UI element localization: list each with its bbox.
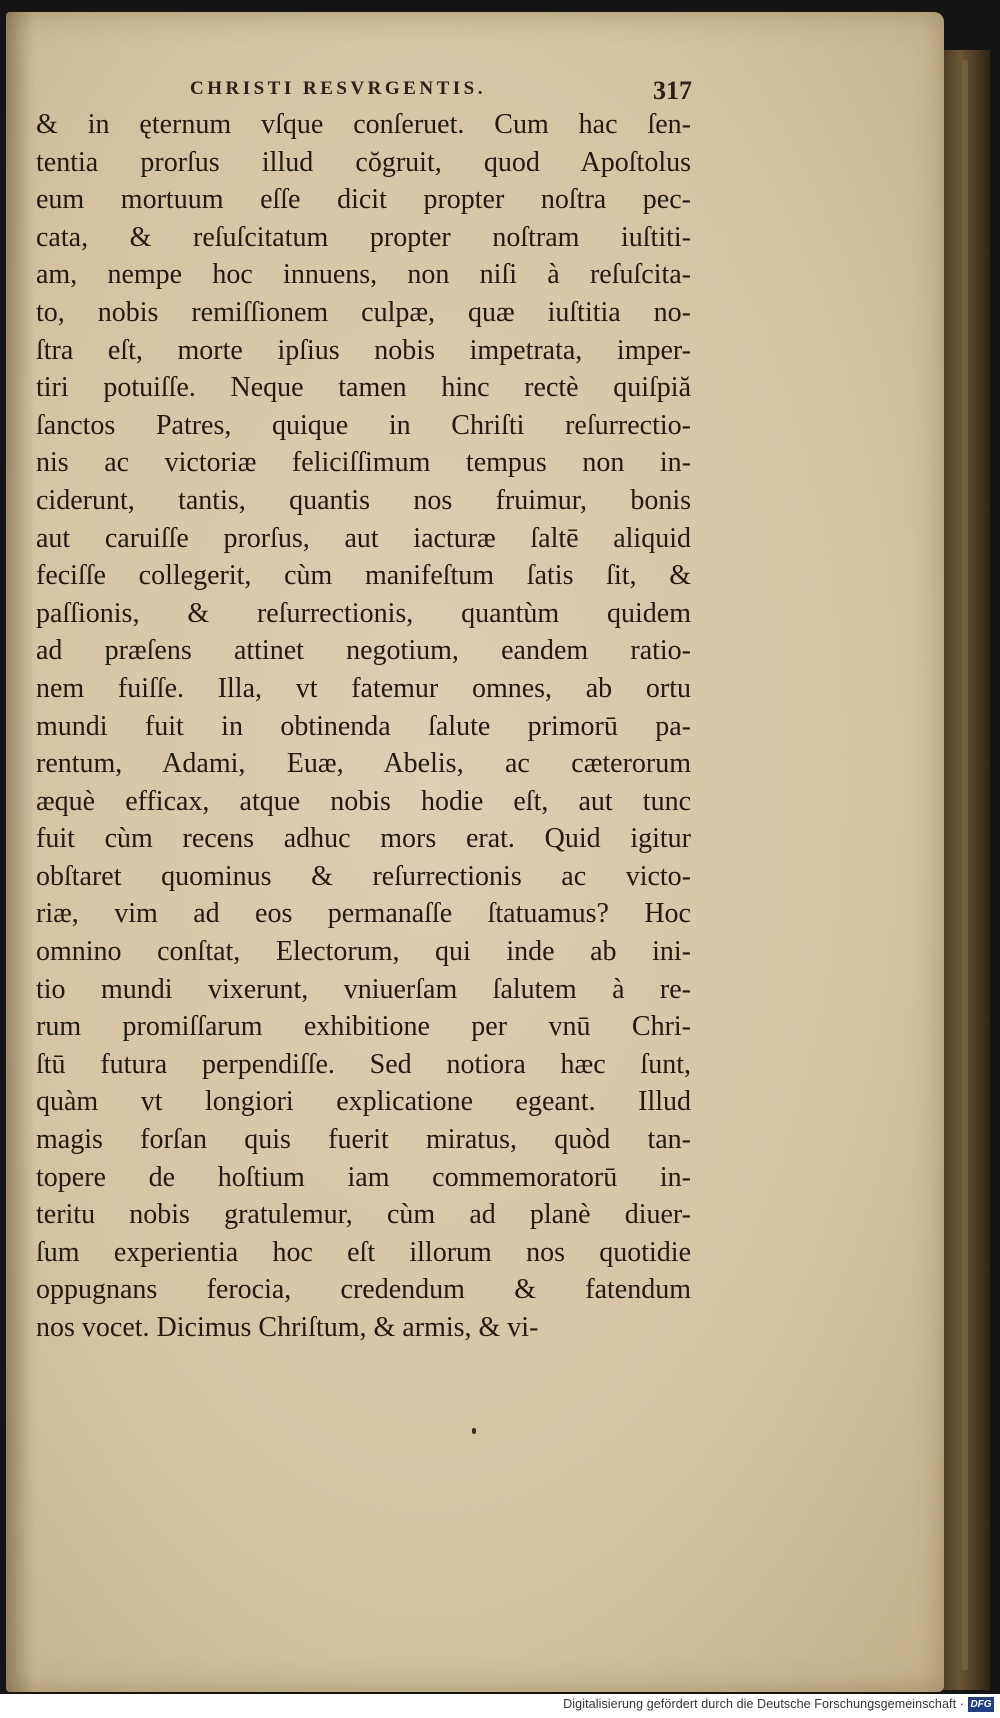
text-line: tiri potuiſſe. Neque tamen hinc rectè quiſpiă — [36, 372, 691, 404]
text-line: magis forſan quis fuerit miratus, quòd tan- — [36, 1124, 691, 1156]
text-line: ſanctos Patres, quique in Chriſti reſurrectio- — [36, 409, 691, 441]
text-line: fuit cùm recens adhuc mors erat. Quid igitur — [36, 823, 691, 855]
text-line: cata, & reſuſcitatum propter noſtram iuſtiti- — [36, 221, 691, 253]
text-line: nos vocet. Dicimus Chriſtum, & armis, & vi- — [36, 1312, 539, 1343]
ink-speck — [472, 1428, 476, 1434]
text-line: tio mundi vixerunt, vniuerſam ſalutem à re- — [36, 973, 691, 1005]
footer-bar — [0, 1694, 1000, 1718]
text-line: teritu nobis gratulemur, cùm ad planè diuer- — [36, 1199, 691, 1231]
text-line: nis ac victoriæ feliciſſimum tempus non in- — [36, 447, 691, 479]
text-line: ſtū futura perpendiſſe. Sed notiora hæc ſunt, — [36, 1048, 691, 1080]
page-number: 317 — [653, 76, 692, 105]
text-line: tentia prorſus illud cŏgruit, quod Apoſtolus — [36, 146, 691, 178]
text-line: feciſſe collegerit, cùm manifeſtum ſatis ſit, & — [36, 560, 691, 592]
text-line: ad præſens attinet negotium, eandem ratio- — [36, 635, 691, 667]
text-line: rum promiſſarum exhibitione per vnū Chri- — [36, 1011, 691, 1043]
text-line: nem fuiſſe. Illa, vt fatemur omnes, ab ortu — [36, 672, 691, 704]
text-line: æquè efficax, atque nobis hodie eſt, aut tunc — [36, 785, 691, 817]
text-line: riæ, vim ad eos permanaſſe ſtatuamus? Hoc — [36, 898, 691, 930]
book-edge-stripe — [962, 60, 968, 1670]
text-line: am, nempe hoc innuens, non niſi à reſuſcita- — [36, 259, 691, 291]
text-line: ciderunt, tantis, quantis nos fruimur, bonis — [36, 484, 691, 516]
text-line: quàm vt longiori explicatione egeant. Illud — [36, 1086, 691, 1118]
text-line: topere de hoſtium iam commemoratorū in- — [36, 1161, 691, 1193]
text-line: obſtaret quominus & reſurrectionis ac victo- — [36, 860, 691, 892]
text-line: ſum experientia hoc eſt illorum nos quotidie — [36, 1236, 691, 1268]
running-head: CHRISTI RESVRGENTIS. — [190, 78, 486, 99]
text-line: & in ęternum vſque conſeruet. Cum hac ſen- — [36, 109, 691, 140]
text-line: to, nobis remiſſionem culpæ, quæ iuſtitia no- — [36, 296, 691, 328]
text-line: aut caruiſſe prorſus, aut iacturæ ſaltē aliquid — [36, 522, 691, 554]
text-line: paſſionis, & reſurrectionis, quantùm quidem — [36, 597, 691, 629]
body-text — [36, 106, 691, 1347]
dfg-logo: DFG — [968, 1697, 994, 1712]
text-line: eum mortuum eſſe dicit propter noſtra pec- — [36, 184, 691, 216]
funding-credit: Digitalisierung gefördert durch die Deutsche Forschungsgemeinschaft · — [563, 1697, 964, 1711]
text-line: rentum, Adami, Euæ, Abelis, ac cæterorum — [36, 748, 691, 780]
text-line: ſtra eſt, morte ipſius nobis impetrata, imper- — [36, 334, 691, 366]
spine-shadow — [6, 12, 34, 1692]
text-line: omnino conſtat, Electorum, qui inde ab ini- — [36, 936, 691, 968]
text-line: oppugnans ferocia, credendum & fatendum — [36, 1274, 691, 1306]
text-line: mundi fuit in obtinenda ſalute primorū pa- — [36, 710, 691, 742]
